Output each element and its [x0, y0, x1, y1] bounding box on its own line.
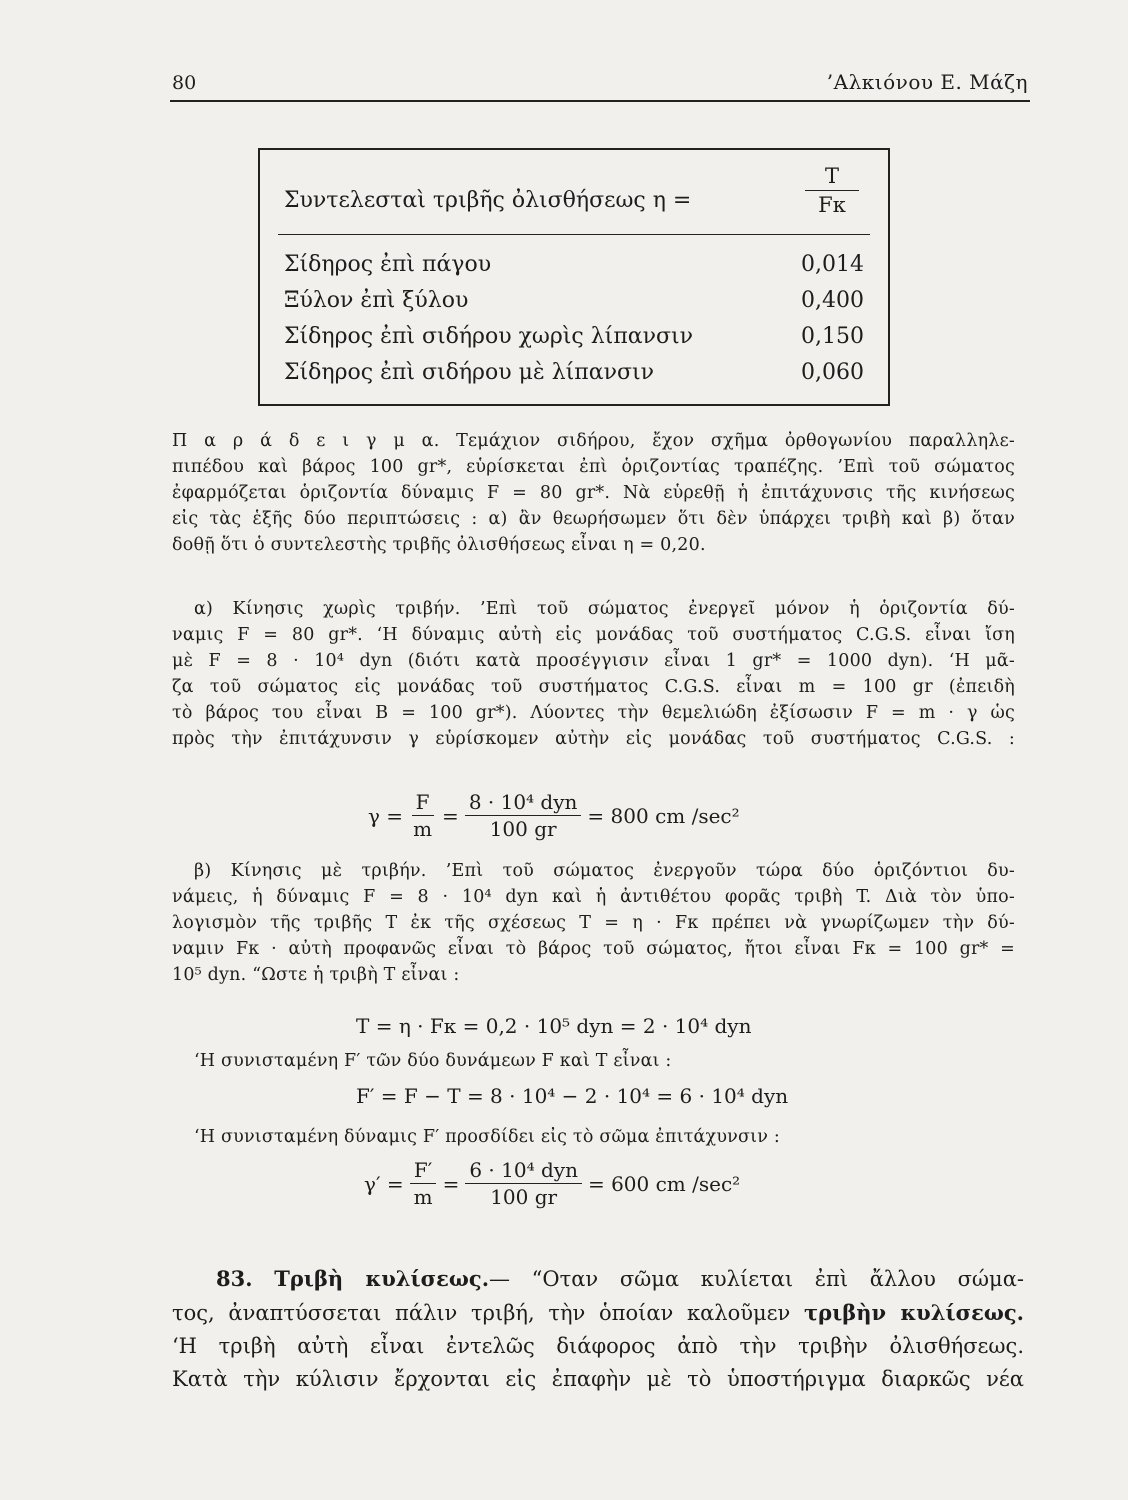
text-line: πρὸς τὴν ἐπιτάχυνσιν γ εὑρίσκομεν αὐτὴν εἰς μονάδας τοῦ συστήματος C.G.S. : — [172, 729, 1015, 749]
term-rolling-friction: τριβὴν κυλίσεως. — [804, 1300, 1024, 1325]
section-83 — [172, 1262, 1024, 1396]
text-line: ‘Η συνισταμένη F′ τῶν δύο δυνάμεων F καὶ T εἶναι : — [194, 1051, 672, 1071]
eq-equals: = — [442, 1171, 460, 1196]
equation-acceleration-b — [364, 1158, 740, 1209]
fraction-denominator: Fκ — [818, 193, 846, 217]
text-line: ‘Η τριβὴ αὐτὴ εἶναι ἐντελῶς διάφορος ἀπὸ τὴν τριβὴν ὀλισθήσεως. — [172, 1334, 1024, 1358]
text-line: δοθῇ ὅτι ὁ συντελεστὴς τριβῆς ὀλισθήσεως εἶναι η = 0,20. — [172, 535, 706, 555]
case-a-paragraph — [172, 596, 1015, 752]
text-line — [172, 1296, 1024, 1330]
row-value: 0,150 — [801, 324, 864, 349]
text-line: ναμις F = 80 gr*. ‘Η δύναμις αὐτὴ εἰς μονάδας τοῦ συστήματος C.G.S. εἶναι ἴση — [172, 625, 1015, 645]
case-b-paragraph — [172, 858, 1015, 988]
section-intro: — “Οταν σῶμα κυλίεται ἐπὶ ἄλλου σώμα- — [489, 1267, 1024, 1291]
running-header-author: ’Αλκιόνου Ε. Μάζη — [826, 70, 1028, 94]
eq-denominator: 100 gr — [489, 817, 557, 841]
section-title: Τριβὴ κυλίσεως. — [274, 1266, 489, 1291]
eq-fraction — [465, 790, 582, 841]
table-row — [284, 288, 864, 313]
eq-equals: = — [442, 803, 459, 828]
section-number: 83. — [216, 1266, 253, 1291]
eq-lhs: γ = — [368, 803, 404, 828]
header-rule — [170, 100, 1030, 102]
text-line: ἐφαρμόζεται ὁριζοντία δύναμις F = 80 gr*. Νὰ εὑρεθῇ ἡ ἐπιτάχυνσις τῆς κινήσεως — [172, 483, 1015, 503]
row-label: Ξύλον ἐπὶ ξύλου — [284, 288, 469, 313]
eq-fraction — [465, 1158, 582, 1209]
table-row — [284, 360, 864, 385]
eq-numerator: F — [412, 790, 434, 816]
text-line: μὲ F = 8 · 10⁴ dyn (διότι κατὰ προσέγγισιν εἶναι 1 gr* = 1000 dyn). ‘Η μᾶ- — [172, 651, 1015, 671]
text-line: ζα τοῦ σώματος εἰς μονάδας τοῦ συστήματος C.G.S. εἶναι m = 100 gr (ἐπειδὴ — [172, 677, 1015, 697]
table-row — [284, 324, 864, 349]
equation-acceleration-a — [368, 790, 740, 841]
text-line: ναμιν Fκ · αὐτὴ προφανῶς εἶναι τὸ βάρος τοῦ σώματος, ἤτοι εἶναι Fκ = 100 gr* = — [172, 939, 1015, 959]
section-first-line — [172, 1262, 1024, 1296]
eq-rhs: = 600 cm /sec² — [587, 1171, 741, 1196]
text-line: β) Κίνησις μὲ τριβήν. ’Επὶ τοῦ σώματος ἐνεργοῦν τώρα δύο ὁριζόντιοι δυ- — [194, 861, 1015, 881]
row-value: 0,060 — [801, 360, 864, 385]
eq-rhs: = 800 cm /sec² — [587, 803, 740, 828]
text-line: Π α ρ ά δ ε ι γ μ α. Τεμάχιον σιδήρου, ἔχον σχῆμα ὀρθογωνίου παραλληλε- — [172, 431, 1015, 451]
text-line: 10⁵ dyn. “Ωστε ἡ τριβὴ T εἶναι : — [172, 965, 460, 985]
row-label: Σίδηρος ἐπὶ σιδήρου χωρὶς λίπανσιν — [284, 324, 694, 349]
text-line: α) Κίνησις χωρὶς τριβήν. ’Επὶ τοῦ σώματος ἐνεργεῖ μόνον ἡ ὁριζοντία δύ- — [194, 599, 1015, 619]
friction-coefficient-table — [258, 148, 890, 406]
section-line-text: τος, ἀναπτύσσεται πάλιν τριβή, τὴν ὁποίαν καλοῦμεν — [172, 1301, 791, 1325]
table-heading-rule — [278, 234, 870, 235]
example-paragraph — [172, 428, 1015, 558]
table-heading: Συντελεσταὶ τριβῆς ὀλισθήσεως η = — [284, 188, 692, 213]
text-line: Κατὰ τὴν κύλισιν ἔρχονται εἰς ἐπαφὴν μὲ τὸ ὑποστήριγμα διαρκῶς νέα — [172, 1367, 1024, 1391]
eq-numerator: 8 · 10⁴ dyn — [465, 790, 582, 816]
eq-denominator: m — [413, 817, 433, 841]
page-number: 80 — [172, 72, 197, 94]
eq-fraction — [409, 790, 436, 841]
table-row — [284, 252, 864, 277]
text-line: πιπέδου καὶ βάρος 100 gr*, εὑρίσκεται ἐπὶ ὁριζοντίας τραπέζης. ’Επὶ τοῦ σώματος — [172, 457, 1015, 477]
fraction-numerator: T — [805, 164, 859, 191]
row-label: Σίδηρος ἐπὶ σιδήρου μὲ λίπανσιν — [284, 360, 654, 385]
text-line: εἰς τὰς ἑξῆς δύο περιπτώσεις : α) ἂν θεωρήσωμεν ὅτι δὲν ὑπάρχει τριβὴ καὶ β) ὅταν — [172, 509, 1015, 529]
equation-friction: T = η · Fκ = 0,2 · 10⁵ dyn = 2 · 10⁴ dyn — [356, 1014, 752, 1038]
text-line: λογισμὸν τῆς τριβῆς T ἐκ τῆς σχέσεως T = η · Fκ πρέπει νὰ γνωρίζωμεν τὴν δύ- — [172, 913, 1015, 933]
equation-resultant: F′ = F − T = 8 · 10⁴ − 2 · 10⁴ = 6 · 10⁴ dyn — [356, 1084, 789, 1108]
row-label: Σίδηρος ἐπὶ πάγου — [284, 252, 492, 277]
text-line: τὸ βάρος του εἶναι B = 100 gr*). Λύοντες τὴν θεμελιώδη ἐξίσωσιν F = m · γ ὡς — [172, 703, 1015, 723]
eq-lhs: γ′ = — [364, 1171, 404, 1196]
row-value: 0,400 — [801, 288, 864, 313]
eq-numerator: F′ — [410, 1158, 436, 1184]
row-value: 0,014 — [801, 252, 864, 277]
eq-denominator: m — [413, 1185, 433, 1209]
eq-denominator: 100 gr — [490, 1185, 558, 1209]
eq-numerator: 6 · 10⁴ dyn — [465, 1158, 582, 1184]
table-heading-fraction — [805, 164, 859, 217]
eq-fraction — [410, 1158, 437, 1209]
text-line: ‘Η συνισταμένη δύναμις F′ προσδίδει εἰς τὸ σῶμα ἐπιτάχυνσιν : — [194, 1127, 780, 1147]
text-line: νάμεις, ἡ δύναμις F = 8 · 10⁴ dyn καὶ ἡ ἀντιθέτου φορᾶς τριβὴ T. Διὰ τὸν ὑπο- — [172, 887, 1015, 907]
